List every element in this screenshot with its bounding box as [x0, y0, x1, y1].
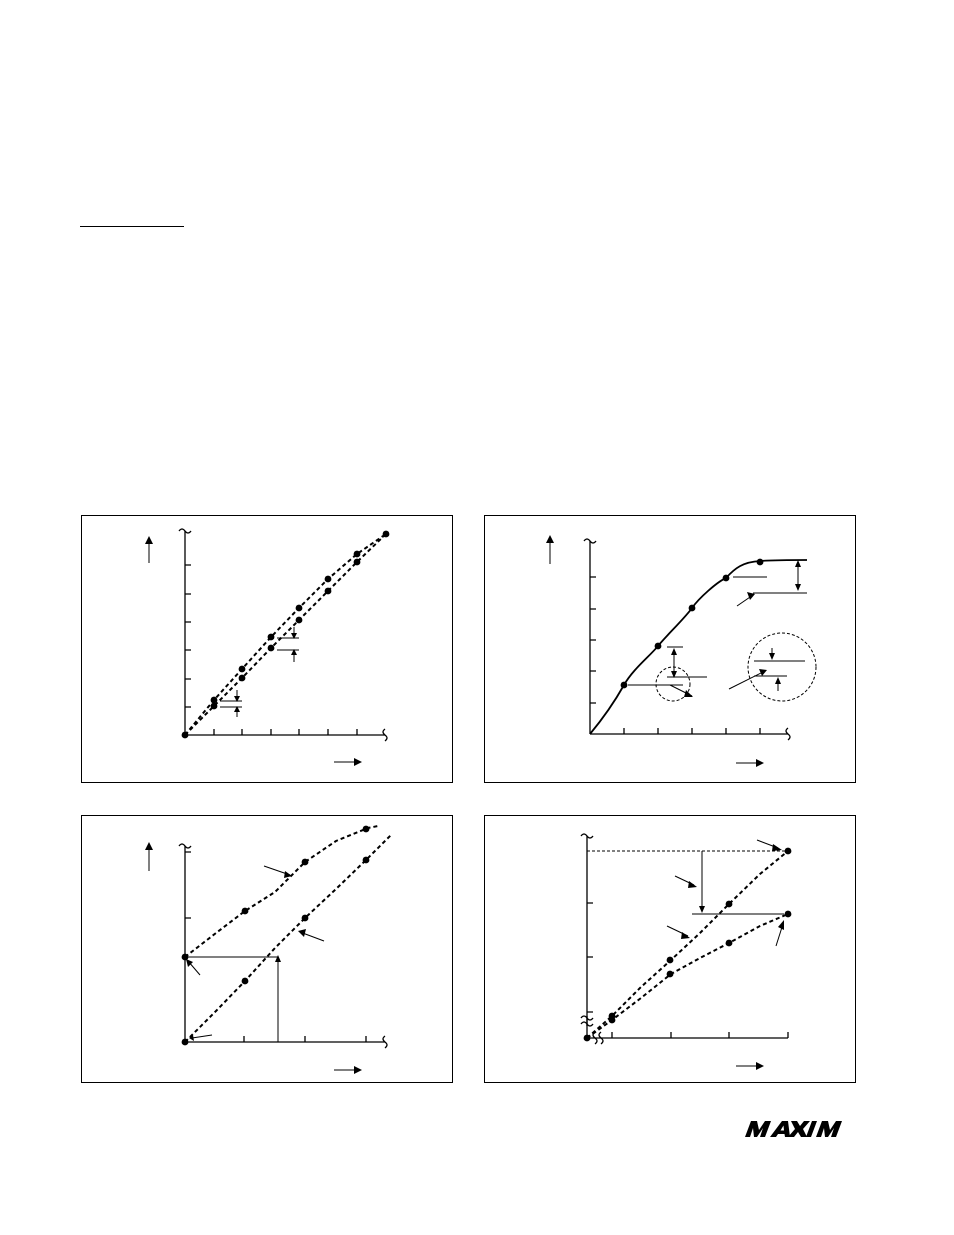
data-point [354, 559, 361, 566]
data-point [363, 857, 370, 864]
data-point [296, 605, 303, 612]
data-point [325, 588, 332, 595]
data-point [609, 1017, 616, 1024]
figure-d-plot [485, 816, 857, 1084]
data-point [383, 531, 390, 538]
data-point [655, 643, 662, 650]
data-point [667, 957, 674, 964]
data-point [726, 901, 733, 908]
figure-c-plot [82, 816, 454, 1084]
figure-d-panel [484, 815, 856, 1083]
data-point [726, 940, 733, 947]
data-point [325, 576, 332, 583]
data-point [268, 645, 275, 652]
data-point [363, 826, 370, 833]
data-point [667, 971, 674, 978]
figure-c-panel [81, 815, 453, 1083]
data-point [242, 978, 249, 985]
data-point [723, 575, 730, 582]
data-point [689, 605, 696, 612]
data-point [584, 1035, 591, 1042]
data-point [302, 915, 309, 922]
data-point [239, 675, 246, 682]
data-point [182, 1039, 189, 1046]
data-point [621, 682, 628, 689]
data-point [785, 911, 792, 918]
data-point [757, 559, 764, 566]
data-point [268, 634, 275, 641]
data-point [302, 859, 309, 866]
data-point [354, 551, 361, 558]
maxim-logo [742, 1117, 854, 1146]
data-point [211, 703, 218, 710]
zoom-circle-large [748, 633, 816, 701]
data-point [182, 732, 189, 739]
data-point [242, 908, 249, 915]
section-rule [80, 226, 184, 227]
data-point [296, 617, 303, 624]
data-point [239, 666, 246, 673]
figure-a-plot [82, 516, 454, 784]
data-point [211, 697, 218, 704]
series-curve [590, 560, 807, 734]
figure-a-panel [81, 515, 453, 783]
figure-b-plot [485, 516, 857, 784]
figure-b-panel [484, 515, 856, 783]
